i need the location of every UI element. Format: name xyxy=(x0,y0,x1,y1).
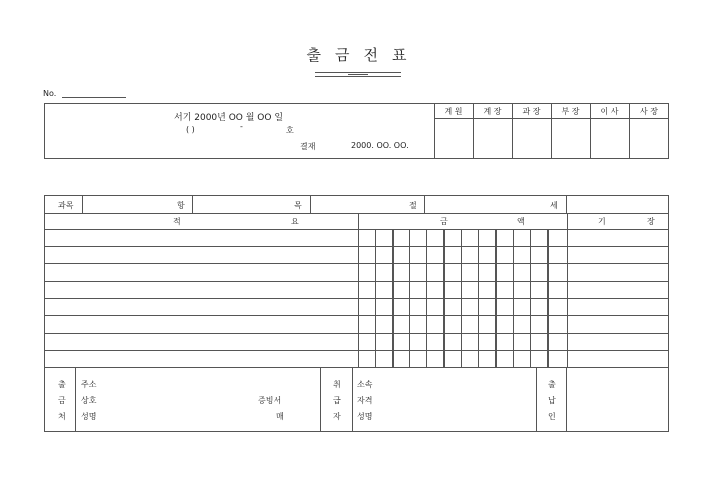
label-mok: 목 xyxy=(294,201,302,210)
handler-char-3: 자 xyxy=(333,412,341,421)
approval-date: 2000. OO. OO. xyxy=(351,141,409,150)
ho-label: 호 xyxy=(286,126,294,135)
date-line: 서기 2000년 OO 월 OO 일 xyxy=(174,113,284,123)
receipt-label: 증빙서 xyxy=(258,396,282,405)
title-char: 표 xyxy=(392,46,407,64)
sign-clerk: 계 원 xyxy=(444,107,463,116)
col-gi: 기 xyxy=(598,217,606,226)
col-geum: 금 xyxy=(440,217,448,226)
cashier-char-2: 납 xyxy=(548,396,556,405)
col-jeok: 적 xyxy=(173,217,181,226)
approval-label: 결재 xyxy=(300,142,316,151)
label-jeol: 절 xyxy=(409,201,417,210)
sign-director: 이 사 xyxy=(600,107,619,116)
cashier-char-1: 출 xyxy=(548,380,556,389)
no-label: No. xyxy=(43,89,57,98)
sign-dept-head: 부 장 xyxy=(561,107,580,116)
handler-char-2: 급 xyxy=(333,396,341,405)
payee-char-3: 처 xyxy=(58,412,66,421)
field-name: 성명 xyxy=(81,412,97,421)
title-char: 전 xyxy=(363,46,378,64)
field-company: 상호 xyxy=(81,396,97,405)
col-yo: 요 xyxy=(291,217,299,226)
label-gwamok: 과목 xyxy=(58,201,74,210)
paren-field: ( ) xyxy=(186,125,195,134)
field-qualification: 자격 xyxy=(357,396,373,405)
sign-section-head: 과 장 xyxy=(522,107,541,116)
label-se: 세 xyxy=(550,201,558,210)
label-hang: 항 xyxy=(177,201,185,210)
cashier-char-3: 인 xyxy=(548,412,556,421)
sign-president: 사 장 xyxy=(640,107,658,116)
field-address: 주소 xyxy=(81,380,97,389)
col-aek: 액 xyxy=(517,217,525,226)
title-char: 출 xyxy=(306,46,321,64)
title-char: 금 xyxy=(335,46,350,64)
sign-chief: 계 장 xyxy=(483,107,502,116)
field-affiliation: 소속 xyxy=(357,380,373,389)
payee-char-2: 금 xyxy=(58,396,66,405)
receipt-count-label: 매 xyxy=(276,412,284,421)
payee-char-1: 출 xyxy=(58,380,66,389)
col-jang: 장 xyxy=(647,217,655,226)
dash: - xyxy=(240,122,243,131)
field-handler-name: 성명 xyxy=(357,412,373,421)
handler-char-1: 취 xyxy=(333,380,341,389)
